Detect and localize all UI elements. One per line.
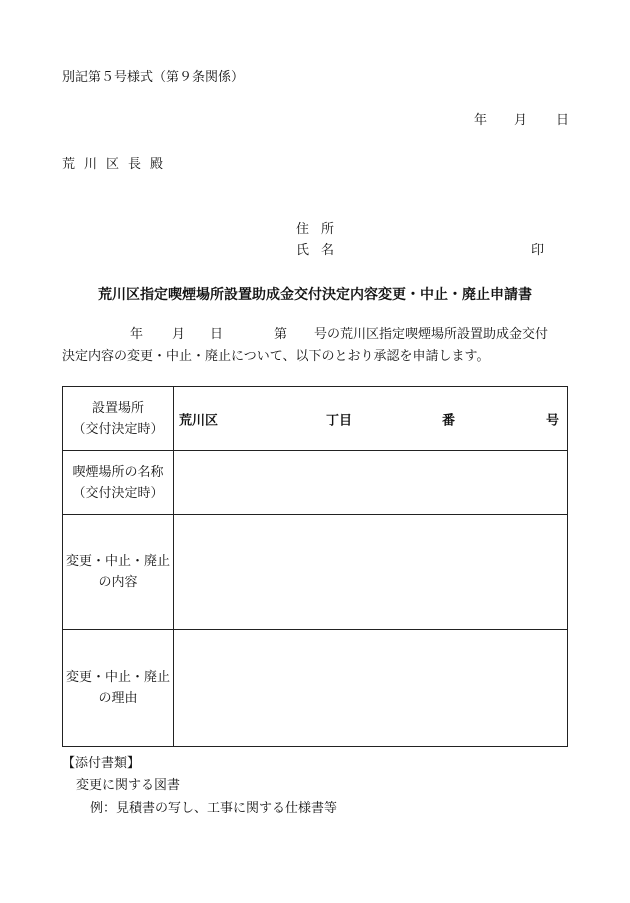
application-statement bbox=[62, 324, 572, 368]
statement-year: 年 bbox=[130, 327, 144, 342]
field-change-reason[interactable] bbox=[174, 630, 568, 747]
address-label: 住所 bbox=[296, 222, 347, 237]
label-place-name-line1: 喫煙場所の名称 bbox=[72, 464, 164, 480]
table-row-place-name bbox=[63, 451, 568, 515]
statement-month: 月 bbox=[172, 327, 186, 342]
address-chome: 丁目 bbox=[326, 413, 353, 428]
label-location-line2: （交付決定時） bbox=[72, 421, 164, 437]
label-change-content-line1: 変更・中止・廃止 bbox=[65, 554, 170, 569]
form-number: 別記第５号様式（第９条関係） bbox=[62, 70, 245, 85]
document-title: 荒川区指定喫煙場所設置助成金交付決定内容変更・中止・廃止申請書 bbox=[98, 287, 532, 303]
label-place-name-line2: （交付決定時） bbox=[72, 485, 164, 501]
label-change-content bbox=[63, 515, 174, 630]
statement-number: 第 bbox=[274, 327, 288, 342]
name-label: 氏名 bbox=[296, 243, 347, 258]
label-location bbox=[63, 387, 174, 451]
label-change-content-line2: の内容 bbox=[98, 575, 138, 590]
addressee: 荒川区長殿 bbox=[62, 157, 173, 172]
field-place-name[interactable] bbox=[174, 451, 568, 515]
attachment-example: 例：見積書の写し、工事に関する仕様書等 bbox=[90, 801, 338, 816]
label-change-reason bbox=[63, 630, 174, 747]
date-month: 月 bbox=[514, 113, 528, 128]
label-place-name bbox=[63, 451, 174, 515]
label-location-line1: 設置場所 bbox=[91, 400, 144, 416]
attachments-heading: 【添付書類】 bbox=[62, 756, 141, 771]
table-row-change-reason bbox=[63, 630, 568, 747]
application-table bbox=[62, 386, 568, 747]
table-row-change-content bbox=[63, 515, 568, 630]
address-go: 号 bbox=[545, 413, 559, 428]
statement-line-1-text: 号の荒川区指定喫煙場所設置助成金交付 bbox=[314, 327, 549, 342]
field-change-content[interactable] bbox=[174, 515, 568, 630]
statement-line-1 bbox=[62, 324, 572, 346]
address-ward: 荒川区 bbox=[179, 413, 219, 428]
table-row-location bbox=[63, 387, 568, 451]
field-location[interactable] bbox=[174, 387, 568, 451]
label-change-reason-line1: 変更・中止・廃止 bbox=[65, 670, 170, 685]
seal-mark: 印 bbox=[531, 243, 545, 258]
label-change-reason-line2: の理由 bbox=[98, 691, 138, 706]
date-day: 日 bbox=[556, 113, 570, 128]
attachment-item: 変更に関する図書 bbox=[76, 778, 181, 793]
address-ban: 番 bbox=[442, 413, 456, 428]
date-year: 年 bbox=[474, 113, 488, 128]
statement-day: 日 bbox=[210, 327, 224, 342]
statement-line-2: 決定内容の変更・中止・廃止について、以下のとおり承認を申請します。 bbox=[62, 349, 490, 364]
